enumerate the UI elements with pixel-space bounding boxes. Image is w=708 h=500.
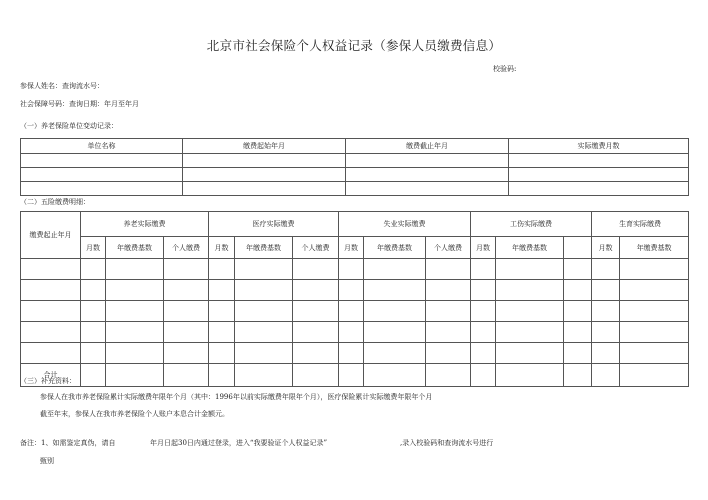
sub-personal: 个人缴费 — [164, 237, 209, 259]
sub-base: 年缴费基数 — [620, 237, 689, 259]
remark-part4: 甄别 — [40, 457, 54, 465]
group-injury: 工伤实际缴费 — [471, 212, 592, 237]
sub-base: 年缴费基数 — [364, 237, 426, 259]
remark-part2: 年月日起30日内通过登录，进入“我要验证个人权益记录” — [150, 439, 328, 447]
section1-heading: （一）养老保险单位变动记录： — [20, 122, 118, 130]
group-unemployment: 失业实际缴费 — [339, 212, 471, 237]
supplement-line1: 参保人在我市养老保险累计实际缴费年限年个月（其中：1996年以前实际缴费年限年个月），医疗保险累计实际缴费年限年个月 — [40, 393, 433, 401]
section2-heading: （二）五险缴费明细： — [20, 198, 90, 206]
group-pension: 养老实际缴费 — [81, 212, 209, 237]
table-row — [21, 182, 689, 196]
table-row — [21, 168, 689, 182]
sub-months: 月数 — [471, 237, 496, 259]
col-end-month: 缴费截止年月 — [346, 139, 509, 154]
sub-base: 年缴费基数 — [106, 237, 164, 259]
table-row — [21, 259, 689, 280]
sub-personal: 个人缴费 — [426, 237, 471, 259]
supplement-line2: 截至年末，参保人在我市养老保险个人账户本息合计金额元。 — [40, 410, 229, 418]
unit-change-table — [20, 138, 689, 196]
page-title: 北京市社会保险个人权益记录（参保人员缴费信息） — [206, 38, 502, 53]
col-actual-months: 实际缴费月数 — [509, 139, 689, 154]
social-security-line: 社会保障号码：查询日期：年月至年月 — [20, 100, 139, 108]
sub-months: 月数 — [592, 237, 620, 259]
table-row — [21, 322, 689, 343]
sub-months: 月数 — [209, 237, 235, 259]
group-medical: 医疗实际缴费 — [209, 212, 339, 237]
sub-personal: 个人缴费 — [293, 237, 339, 259]
sub-months: 月数 — [81, 237, 106, 259]
sub-base: 年缴费基数 — [496, 237, 564, 259]
table-row — [21, 301, 689, 322]
col-period: 缴费起止年月 — [21, 212, 81, 259]
group-maternity: 生育实际缴费 — [592, 212, 689, 237]
table-row — [21, 154, 689, 168]
table-row — [21, 343, 689, 364]
remark-part3: ,录入校验码和查询流水号进行 — [400, 439, 494, 447]
col-start-month: 缴费起始年月 — [183, 139, 346, 154]
insured-name-line: 参保人姓名：查询流水号： — [20, 82, 104, 90]
col-unit-name: 单位名称 — [21, 139, 183, 154]
total-label: 合计 — [21, 364, 81, 387]
sub-months: 月数 — [339, 237, 364, 259]
remark-part1: 备注：1、如需鉴定真伪，请自 — [20, 439, 116, 447]
sub-base: 年缴费基数 — [235, 237, 293, 259]
table-row — [21, 280, 689, 301]
five-insurance-table — [20, 211, 689, 387]
check-code-label: 校验码: — [493, 65, 517, 73]
total-row — [21, 364, 689, 387]
sub-blank — [564, 237, 592, 259]
section3-heading: （三）补充资料： — [20, 377, 76, 385]
